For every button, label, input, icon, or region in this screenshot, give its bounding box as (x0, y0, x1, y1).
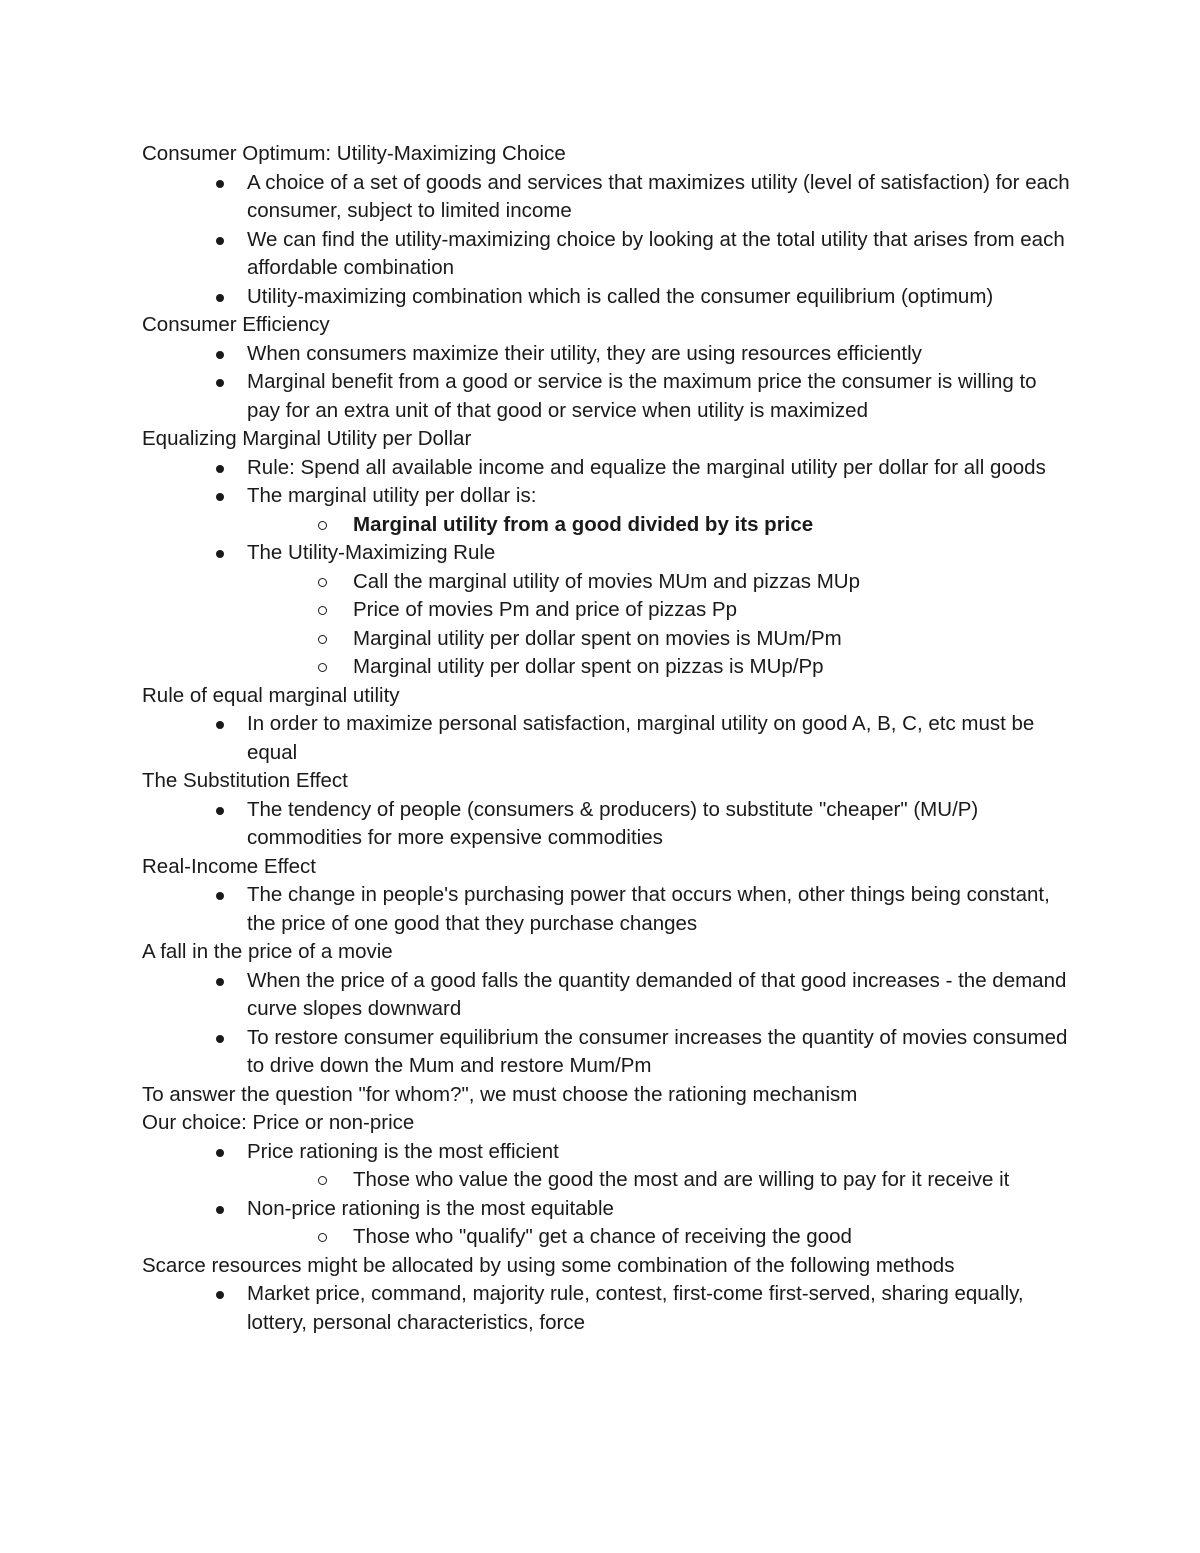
section-heading: The Substitution Effect (142, 769, 348, 792)
bullet-list (142, 340, 1072, 426)
bullet-text: The marginal utility per dollar is: (247, 484, 537, 507)
bullet-text: Price rationing is the most efficient (247, 1139, 559, 1163)
bullet-list (142, 967, 1072, 1081)
bullet-list (142, 881, 1072, 938)
section-heading: Our choice: Price or non-price (142, 1111, 415, 1134)
bullet-item: In order to maximize personal satisfaction, marginal utility on good A, B, C, etc must be equal (247, 710, 1072, 767)
section-heading: Rule of equal marginal utility (142, 683, 400, 707)
section-heading: Consumer Efficiency (142, 313, 330, 336)
section-heading: A fall in the price of a movie (142, 940, 393, 963)
bullet-item: A choice of a set of goods and services that maximizes utility (level of satisfaction) for each consumer, subject to limited income (247, 169, 1072, 226)
bullet-item: Marginal benefit from a good or service is the maximum price the consumer is willing to pay for an extra unit of that good or service when utility is maximized (247, 368, 1072, 425)
bullet-item: Rule: Spend all available income and equalize the marginal utility per dollar for all goods (247, 454, 1072, 483)
bullet-text: Non-price rationing is the most equitable (247, 1196, 614, 1220)
sub-bullet-item: Price of movies Pm and price of pizzas Pp (353, 596, 1072, 625)
section-heading: Scarce resources might be allocated by using some combination of the following methods (142, 1253, 955, 1277)
bullet-item: Utility-maximizing combination which is called the consumer equilibrium (optimum) (247, 283, 1072, 312)
sub-bullet-item: Marginal utility from a good divided by its price (353, 511, 1072, 540)
bullet-item: To restore consumer equilibrium the consumer increases the quantity of movies consumed to drive down the Mum and restore Mum/Pm (247, 1024, 1072, 1081)
sub-bullet-list (247, 511, 1072, 540)
bullet-list (142, 454, 1072, 682)
bullet-item (247, 482, 1072, 539)
section-heading: To answer the question "for whom?", we must choose the rationing mechanism (142, 1082, 858, 1106)
bullet-item: When consumers maximize their utility, they are using resources efficiently (247, 340, 1072, 369)
sub-bullet-item: Marginal utility per dollar spent on pizzas is MUp/Pp (353, 653, 1072, 682)
bullet-list (142, 169, 1072, 312)
section-heading: Consumer Optimum: Utility-Maximizing Choice (142, 142, 566, 165)
sub-bullet-item: Call the marginal utility of movies MUm and pizzas MUp (353, 568, 1072, 597)
bullet-list (142, 710, 1072, 767)
bullet-list (142, 1138, 1072, 1252)
bullet-item: We can find the utility-maximizing choice by looking at the total utility that arises from each affordable combination (247, 226, 1072, 283)
sub-bullet-list (247, 1166, 1072, 1195)
sub-bullet-list (247, 1223, 1072, 1252)
section-heading: Real-Income Effect (142, 854, 316, 878)
bullet-list (142, 796, 1072, 853)
bullet-item: When the price of a good falls the quantity demanded of that good increases - the demand curve slopes downward (247, 967, 1072, 1024)
bullet-item (247, 1195, 1072, 1252)
sub-bullet-item: Those who "qualify" get a chance of receiving the good (353, 1223, 1072, 1252)
sub-bullet-item: Those who value the good the most and are willing to pay for it receive it (353, 1166, 1072, 1195)
bullet-text: The Utility-Maximizing Rule (247, 541, 496, 564)
bullet-item: The change in people's purchasing power that occurs when, other things being constant, the price of one good that they purchase changes (247, 881, 1072, 938)
sub-bullet-item: Marginal utility per dollar spent on movies is MUm/Pm (353, 625, 1072, 654)
sub-bullet-list (247, 568, 1072, 682)
bullet-item (247, 539, 1072, 682)
bullet-list (142, 1280, 1072, 1337)
document-page (142, 140, 1072, 1337)
bullet-item (247, 1138, 1072, 1195)
bullet-item: Market price, command, majority rule, contest, first-come first-served, sharing equally, lottery, personal characteristics, force (247, 1280, 1072, 1337)
section-heading: Equalizing Marginal Utility per Dollar (142, 427, 472, 450)
bullet-item: The tendency of people (consumers & producers) to substitute "cheaper" (MU/P) commodities for more expensive commodities (247, 796, 1072, 853)
